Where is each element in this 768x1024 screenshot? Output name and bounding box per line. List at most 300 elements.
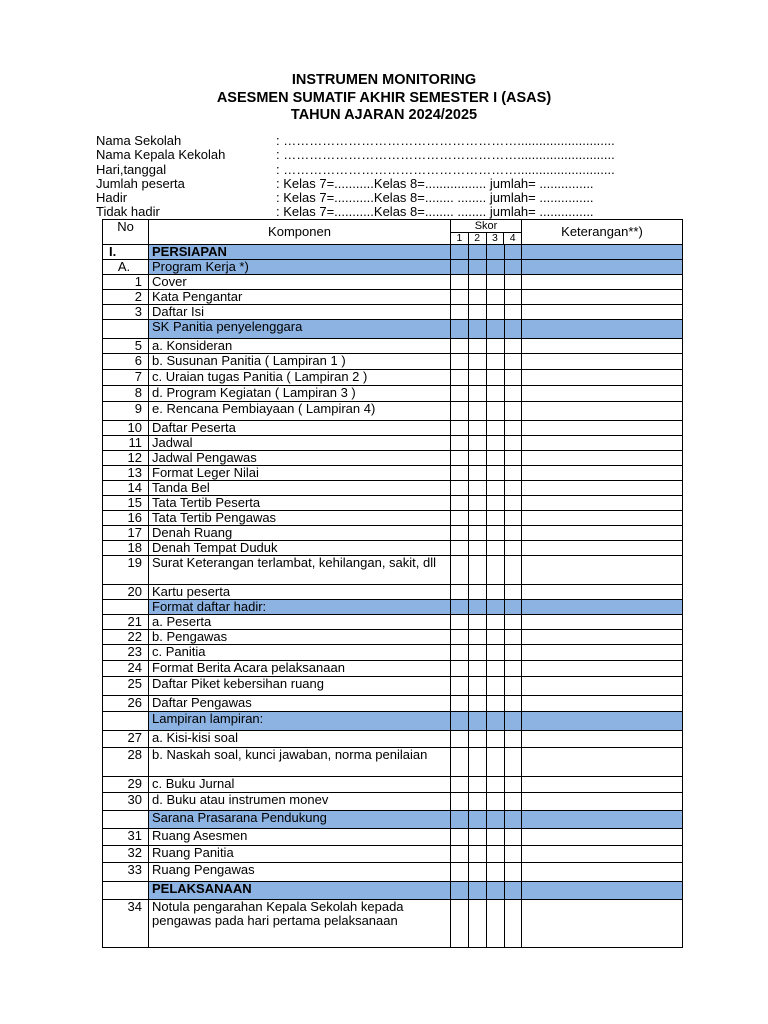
skor-cell-3[interactable]	[487, 339, 505, 354]
skor-cell-2[interactable]	[469, 556, 487, 585]
skor-cell-3[interactable]	[487, 846, 505, 863]
table-row	[103, 421, 683, 436]
info-value: : Kelas 7=...........Kelas 8=........ ........ jumlah= ...............	[276, 204, 594, 220]
row-no	[103, 811, 149, 829]
skor-cell-2[interactable]	[469, 305, 487, 320]
skor-cell-4[interactable]	[505, 696, 522, 712]
skor-cell-2[interactable]	[469, 451, 487, 466]
skor-cell-1[interactable]	[451, 712, 469, 731]
row-komponen: Daftar Pengawas	[149, 696, 451, 712]
skor-cell-3[interactable]	[487, 526, 505, 541]
row-komponen: Denah Tempat Duduk	[149, 541, 451, 556]
skor-cell-2[interactable]	[469, 541, 487, 556]
skor-cell-3[interactable]	[487, 290, 505, 305]
skor-cell-2[interactable]	[469, 526, 487, 541]
table-row	[103, 541, 683, 556]
row-komponen: Jadwal Pengawas	[149, 451, 451, 466]
keterangan-cell[interactable]	[522, 677, 683, 696]
row-komponen: Format daftar hadir:	[149, 600, 451, 615]
row-komponen: b. Pengawas	[149, 630, 451, 645]
skor-cell-1[interactable]	[451, 260, 469, 275]
skor-cell-2[interactable]	[469, 829, 487, 846]
skor-cell-4[interactable]	[505, 793, 522, 811]
skor-cell-2[interactable]	[469, 245, 487, 260]
skor-cell-3[interactable]	[487, 600, 505, 615]
skor-cell-3[interactable]	[487, 748, 505, 777]
row-komponen: Tata Tertib Peserta	[149, 496, 451, 511]
row-komponen: Denah Ruang	[149, 526, 451, 541]
skor-cell-1[interactable]	[451, 496, 469, 511]
row-komponen: Kata Pengantar	[149, 290, 451, 305]
row-no: 5	[103, 339, 149, 354]
info-value: : ………………………………………………...........................	[276, 133, 615, 148]
keterangan-cell[interactable]	[522, 275, 683, 290]
skor-cell-4[interactable]	[505, 811, 522, 829]
keterangan-cell[interactable]	[522, 370, 683, 386]
keterangan-cell[interactable]	[522, 526, 683, 541]
skor-cell-1[interactable]	[451, 645, 469, 661]
info-label: Hari,tanggal	[96, 161, 167, 177]
skor-cell-4[interactable]	[505, 712, 522, 731]
skor-cell-1[interactable]	[451, 900, 469, 948]
skor-cell-3[interactable]	[487, 245, 505, 260]
skor-cell-4[interactable]	[505, 339, 522, 354]
table-row	[103, 496, 683, 511]
table-row	[103, 661, 683, 677]
skor-cell-4[interactable]	[505, 748, 522, 777]
keterangan-cell[interactable]	[522, 846, 683, 863]
table-row	[103, 793, 683, 811]
skor-cell-2[interactable]	[469, 846, 487, 863]
skor-cell-3[interactable]	[487, 354, 505, 370]
row-no: 33	[103, 863, 149, 882]
table-row	[103, 526, 683, 541]
skor-cell-3[interactable]	[487, 731, 505, 748]
keterangan-cell[interactable]	[522, 731, 683, 748]
keterangan-cell[interactable]	[522, 600, 683, 615]
skor-cell-3[interactable]	[487, 645, 505, 661]
row-komponen: Format Leger Nilai	[149, 466, 451, 481]
skor-cell-3[interactable]	[487, 320, 505, 339]
skor-cell-4[interactable]	[505, 900, 522, 948]
keterangan-cell[interactable]	[522, 696, 683, 712]
table-row	[103, 370, 683, 386]
skor-cell-2[interactable]	[469, 600, 487, 615]
info-block	[96, 134, 696, 220]
row-no: 12	[103, 451, 149, 466]
skor-cell-4[interactable]	[505, 600, 522, 615]
skor-cell-3[interactable]	[487, 421, 505, 436]
keterangan-cell[interactable]	[522, 645, 683, 661]
skor-cell-3[interactable]	[487, 466, 505, 481]
row-no: 24	[103, 661, 149, 677]
table-row	[103, 402, 683, 421]
skor-cell-2[interactable]	[469, 260, 487, 275]
skor-cell-1[interactable]	[451, 863, 469, 882]
keterangan-cell[interactable]	[522, 354, 683, 370]
skor-cell-1[interactable]	[451, 339, 469, 354]
skor-cell-2[interactable]	[469, 900, 487, 948]
row-no: 8	[103, 386, 149, 402]
skor-cell-4[interactable]	[505, 436, 522, 451]
keterangan-cell[interactable]	[522, 496, 683, 511]
row-no: 13	[103, 466, 149, 481]
table-row	[103, 436, 683, 451]
keterangan-cell[interactable]	[522, 829, 683, 846]
row-komponen: Jadwal	[149, 436, 451, 451]
skor-cell-1[interactable]	[451, 320, 469, 339]
skor-cell-2[interactable]	[469, 777, 487, 793]
table-row	[103, 829, 683, 846]
skor-cell-1[interactable]	[451, 354, 469, 370]
table-row	[103, 290, 683, 305]
skor-cell-4[interactable]	[505, 290, 522, 305]
skor-cell-4[interactable]	[505, 630, 522, 645]
row-no: 22	[103, 630, 149, 645]
skor-cell-1[interactable]	[451, 585, 469, 600]
skor-cell-1[interactable]	[451, 451, 469, 466]
table-row	[103, 615, 683, 630]
info-row	[96, 163, 696, 177]
keterangan-cell[interactable]	[522, 811, 683, 829]
table-row	[103, 260, 683, 275]
skor-cell-1[interactable]	[451, 846, 469, 863]
monitoring-table	[102, 219, 683, 948]
skor-cell-3[interactable]	[487, 661, 505, 677]
skor-cell-2[interactable]	[469, 863, 487, 882]
row-no: 29	[103, 777, 149, 793]
skor-cell-3[interactable]	[487, 630, 505, 645]
skor-cell-1[interactable]	[451, 290, 469, 305]
keterangan-cell[interactable]	[522, 481, 683, 496]
skor-cell-4[interactable]	[505, 370, 522, 386]
skor-cell-1[interactable]	[451, 829, 469, 846]
keterangan-cell[interactable]	[522, 541, 683, 556]
table-row	[103, 451, 683, 466]
skor-cell-1[interactable]	[451, 556, 469, 585]
keterangan-cell[interactable]	[522, 585, 683, 600]
skor-cell-3[interactable]	[487, 496, 505, 511]
row-komponen: a. Kisi-kisi soal	[149, 731, 451, 748]
keterangan-cell[interactable]	[522, 630, 683, 645]
keterangan-cell[interactable]	[522, 290, 683, 305]
skor-cell-3[interactable]	[487, 260, 505, 275]
skor-cell-2[interactable]	[469, 370, 487, 386]
info-value: : ………………………………………………...........................	[276, 147, 615, 163]
skor-cell-3[interactable]	[487, 436, 505, 451]
skor-cell-1[interactable]	[451, 402, 469, 421]
skor-cell-2[interactable]	[469, 436, 487, 451]
row-komponen: a. Konsideran	[149, 339, 451, 354]
skor-cell-3[interactable]	[487, 585, 505, 600]
skor-cell-2[interactable]	[469, 677, 487, 696]
header-skor	[451, 220, 522, 245]
skor-cell-1[interactable]	[451, 677, 469, 696]
skor-cell-3[interactable]	[487, 777, 505, 793]
skor-cell-4[interactable]	[505, 731, 522, 748]
row-no: 2	[103, 290, 149, 305]
table-row	[103, 466, 683, 481]
skor-cell-3[interactable]	[487, 481, 505, 496]
row-komponen: c. Buku Jurnal	[149, 777, 451, 793]
keterangan-cell[interactable]	[522, 305, 683, 320]
skor-cell-3[interactable]	[487, 402, 505, 421]
skor-cell-2[interactable]	[469, 811, 487, 829]
keterangan-cell[interactable]	[522, 863, 683, 882]
table-row	[103, 882, 683, 900]
row-no	[103, 600, 149, 615]
skor-cell-4[interactable]	[505, 386, 522, 402]
keterangan-cell[interactable]	[522, 793, 683, 811]
table-row	[103, 245, 683, 260]
skor-cell-4[interactable]	[505, 526, 522, 541]
row-komponen: Cover	[149, 275, 451, 290]
header-komponen: Komponen	[149, 220, 451, 245]
row-komponen: Kartu peserta	[149, 585, 451, 600]
skor-cell-4[interactable]	[505, 260, 522, 275]
row-no	[103, 882, 149, 900]
skor-cell-4[interactable]	[505, 829, 522, 846]
skor-cell-3[interactable]	[487, 882, 505, 900]
skor-cell-3[interactable]	[487, 863, 505, 882]
info-value: : Kelas 7=...........Kelas 8=................. jumlah= ...............	[276, 175, 594, 191]
skor-cell-1[interactable]	[451, 421, 469, 436]
table-row	[103, 600, 683, 615]
keterangan-cell[interactable]	[522, 748, 683, 777]
keterangan-cell[interactable]	[522, 260, 683, 275]
skor-cell-3[interactable]	[487, 370, 505, 386]
table-row	[103, 481, 683, 496]
table-row	[103, 731, 683, 748]
skor-cell-1[interactable]	[451, 541, 469, 556]
skor-cell-4[interactable]	[505, 245, 522, 260]
table-row	[103, 275, 683, 290]
skor-cell-3[interactable]	[487, 305, 505, 320]
table-row	[103, 320, 683, 339]
row-komponen: Tanda Bel	[149, 481, 451, 496]
skor-cell-3[interactable]	[487, 386, 505, 402]
keterangan-cell[interactable]	[522, 661, 683, 677]
skor-cell-3[interactable]	[487, 451, 505, 466]
row-komponen: b. Susunan Panitia ( Lampiran 1 )	[149, 354, 451, 370]
skor-cell-3[interactable]	[487, 793, 505, 811]
table-header-row	[103, 220, 683, 245]
skor-cell-4[interactable]	[505, 402, 522, 421]
skor-cell-4[interactable]	[505, 585, 522, 600]
skor-cell-1[interactable]	[451, 386, 469, 402]
skor-cell-3[interactable]	[487, 615, 505, 630]
row-no: 11	[103, 436, 149, 451]
skor-cell-2[interactable]	[469, 882, 487, 900]
row-komponen: d. Program Kegiatan ( Lampiran 3 )	[149, 386, 451, 402]
skor-cell-4[interactable]	[505, 846, 522, 863]
skor-cell-1[interactable]	[451, 305, 469, 320]
skor-cell-1[interactable]	[451, 481, 469, 496]
table-row	[103, 556, 683, 585]
skor-cell-3[interactable]	[487, 511, 505, 526]
skor-cell-3[interactable]	[487, 696, 505, 712]
skor-cell-1[interactable]	[451, 615, 469, 630]
table-row	[103, 677, 683, 696]
skor-cell-3[interactable]	[487, 677, 505, 696]
skor-cell-1[interactable]	[451, 882, 469, 900]
info-label: Hadir	[96, 190, 128, 206]
skor-cell-2[interactable]	[469, 320, 487, 339]
keterangan-cell[interactable]	[522, 466, 683, 481]
skor-cell-1[interactable]	[451, 777, 469, 793]
skor-cell-1[interactable]	[451, 600, 469, 615]
skor-cell-2[interactable]	[469, 696, 487, 712]
row-no: 19	[103, 556, 149, 585]
keterangan-cell[interactable]	[522, 402, 683, 421]
skor-cell-1[interactable]	[451, 696, 469, 712]
doc-title-line2: ASESMEN SUMATIF AKHIR SEMESTER I (ASAS)	[216, 90, 552, 106]
skor-cell-4[interactable]	[505, 556, 522, 585]
skor-cell-4[interactable]	[505, 421, 522, 436]
skor-cell-4[interactable]	[505, 511, 522, 526]
row-no: 9	[103, 402, 149, 421]
skor-cell-4[interactable]	[505, 863, 522, 882]
table-row	[103, 339, 683, 354]
keterangan-cell[interactable]	[522, 556, 683, 585]
row-komponen: Ruang Asesmen	[149, 829, 451, 846]
skor-cell-2[interactable]	[469, 645, 487, 661]
row-komponen: Daftar Isi	[149, 305, 451, 320]
info-row	[96, 205, 696, 219]
skor-cell-1[interactable]	[451, 245, 469, 260]
keterangan-cell[interactable]	[522, 712, 683, 731]
keterangan-cell[interactable]	[522, 882, 683, 900]
skor-cell-2[interactable]	[469, 496, 487, 511]
table-row	[103, 630, 683, 645]
skor-cell-4[interactable]	[505, 661, 522, 677]
skor-cell-3[interactable]	[487, 541, 505, 556]
info-row	[96, 148, 696, 162]
skor-cell-3[interactable]	[487, 712, 505, 731]
doc-title-line3: TAHUN AJARAN 2024/2025	[290, 107, 478, 123]
header-skor-4: 4	[503, 233, 521, 244]
skor-cell-4[interactable]	[505, 677, 522, 696]
row-no: 16	[103, 511, 149, 526]
keterangan-cell[interactable]	[522, 615, 683, 630]
row-no: 31	[103, 829, 149, 846]
info-label: Nama Kepala Kekolah	[96, 147, 226, 163]
skor-cell-3[interactable]	[487, 275, 505, 290]
skor-cell-1[interactable]	[451, 436, 469, 451]
row-no: 21	[103, 615, 149, 630]
skor-cell-2[interactable]	[469, 615, 487, 630]
skor-cell-2[interactable]	[469, 421, 487, 436]
skor-cell-3[interactable]	[487, 556, 505, 585]
skor-cell-1[interactable]	[451, 811, 469, 829]
keterangan-cell[interactable]	[522, 777, 683, 793]
skor-cell-1[interactable]	[451, 511, 469, 526]
skor-cell-2[interactable]	[469, 731, 487, 748]
skor-cell-4[interactable]	[505, 496, 522, 511]
skor-cell-3[interactable]	[487, 900, 505, 948]
row-komponen: Lampiran lampiran:	[149, 712, 451, 731]
info-value: : ………………………………………………...........................	[276, 161, 615, 177]
keterangan-cell[interactable]	[522, 386, 683, 402]
info-label: Nama Sekolah	[96, 133, 182, 148]
skor-cell-1[interactable]	[451, 748, 469, 777]
skor-cell-2[interactable]	[469, 275, 487, 290]
row-komponen: SK Panitia penyelenggara	[149, 320, 451, 339]
row-no: 20	[103, 585, 149, 600]
row-komponen: Ruang Pengawas	[149, 863, 451, 882]
row-komponen: Format Berita Acara pelaksanaan	[149, 661, 451, 677]
row-komponen: Program Kerja *)	[149, 260, 451, 275]
skor-cell-4[interactable]	[505, 615, 522, 630]
skor-cell-1[interactable]	[451, 731, 469, 748]
skor-cell-2[interactable]	[469, 386, 487, 402]
keterangan-cell[interactable]	[522, 320, 683, 339]
skor-cell-3[interactable]	[487, 811, 505, 829]
keterangan-cell[interactable]	[522, 436, 683, 451]
row-no	[103, 712, 149, 731]
skor-cell-4[interactable]	[505, 645, 522, 661]
table-row	[103, 696, 683, 712]
skor-cell-2[interactable]	[469, 466, 487, 481]
skor-cell-4[interactable]	[505, 320, 522, 339]
skor-cell-2[interactable]	[469, 748, 487, 777]
info-row	[96, 191, 696, 205]
info-value: : Kelas 7=...........Kelas 8=........ ........ jumlah= ...............	[276, 190, 594, 206]
skor-cell-3[interactable]	[487, 829, 505, 846]
skor-cell-2[interactable]	[469, 354, 487, 370]
keterangan-cell[interactable]	[522, 245, 683, 260]
skor-cell-2[interactable]	[469, 661, 487, 677]
skor-cell-2[interactable]	[469, 511, 487, 526]
skor-cell-2[interactable]	[469, 290, 487, 305]
skor-cell-4[interactable]	[505, 354, 522, 370]
skor-cell-2[interactable]	[469, 712, 487, 731]
skor-cell-4[interactable]	[505, 466, 522, 481]
keterangan-cell[interactable]	[522, 421, 683, 436]
skor-cell-1[interactable]	[451, 466, 469, 481]
table-row	[103, 748, 683, 777]
row-no: 34	[103, 900, 149, 948]
skor-cell-1[interactable]	[451, 275, 469, 290]
skor-cell-2[interactable]	[469, 793, 487, 811]
skor-cell-1[interactable]	[451, 630, 469, 645]
row-no	[103, 320, 149, 339]
keterangan-cell[interactable]	[522, 511, 683, 526]
skor-cell-2[interactable]	[469, 585, 487, 600]
skor-cell-4[interactable]	[505, 451, 522, 466]
keterangan-cell[interactable]	[522, 451, 683, 466]
skor-cell-1[interactable]	[451, 793, 469, 811]
skor-cell-4[interactable]	[505, 305, 522, 320]
skor-cell-4[interactable]	[505, 275, 522, 290]
skor-cell-1[interactable]	[451, 661, 469, 677]
skor-cell-1[interactable]	[451, 526, 469, 541]
skor-cell-2[interactable]	[469, 630, 487, 645]
skor-cell-2[interactable]	[469, 481, 487, 496]
skor-cell-4[interactable]	[505, 541, 522, 556]
row-komponen: Tata Tertib Pengawas	[149, 511, 451, 526]
table-row	[103, 712, 683, 731]
skor-cell-4[interactable]	[505, 481, 522, 496]
skor-cell-4[interactable]	[505, 777, 522, 793]
keterangan-cell[interactable]	[522, 900, 683, 948]
row-komponen: Notula pengarahan Kepala Sekolah kepada pengawas pada hari pertama pelaksanaan	[149, 900, 451, 948]
skor-cell-1[interactable]	[451, 370, 469, 386]
skor-cell-4[interactable]	[505, 882, 522, 900]
keterangan-cell[interactable]	[522, 339, 683, 354]
skor-cell-2[interactable]	[469, 339, 487, 354]
skor-cell-2[interactable]	[469, 402, 487, 421]
